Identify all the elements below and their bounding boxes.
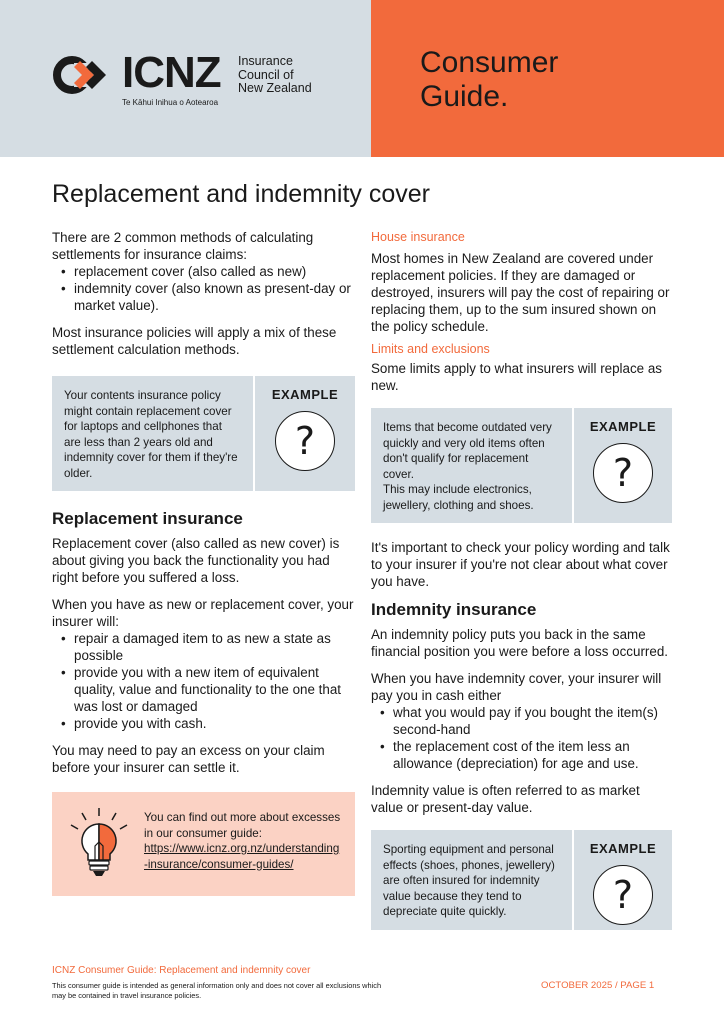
example-label: EXAMPLE [589,841,657,856]
logo-subtitle [238,55,312,96]
right-column [371,229,672,946]
example-text-part: This may include electronics, jewellery, clothing and shoes. [383,483,534,512]
limits-text: Some limits apply to what insurers will replace as new. [371,361,662,393]
list-item: • the replacement cost of the item less an allowance (depreciation) for age and use. [371,738,672,772]
logo-maori-tagline: Te Kāhui Inihua o Aotearoa [122,98,219,107]
indemnity-value-text: Indemnity value is often referred to as market value or present-day value. [371,783,640,815]
list-item: • provide you with a new item of equivalent quality, value and functionality to the one that was lost or damaged [52,664,355,715]
mix-text: Most insurance policies will apply a mix of these settlement calculation methods. [52,325,337,357]
logo-sub-line: New Zealand [238,81,312,95]
example-text: Your contents insurance policy might contain replacement cover for laptops and cellphones that are less than 2 years old and indemnity cover for them if they're older. [52,376,255,491]
header-logo-panel [0,0,371,157]
example-box-contents [52,376,355,491]
list-item: • repair a damaged item to as new a state as possible [52,630,355,664]
consumer-title-line: Guide. [420,80,509,113]
footer-page-number: OCTOBER 2025 / PAGE 1 [541,980,655,991]
tip-text: You can find out more about excesses in our consumer guide: [144,811,341,840]
question-mark-icon: ? [275,411,335,471]
example-badge [574,830,672,930]
house-heading: House insurance [371,230,465,244]
indemnity-intro: An indemnity policy puts you back in the same financial position you were before a loss occurred. [371,627,668,659]
replacement-list [52,630,355,732]
indemnity-will-text: When you have indemnity cover, your insurer will pay you in cash either [371,671,662,703]
replacement-heading: Replacement insurance [52,509,243,528]
logo-wordmark: ICNZ [122,48,221,97]
lightbulb-icon [64,804,134,884]
example-text-part: Items that become outdated very quickly and very old items often don't qualify for replacement cover. [383,421,552,481]
footer-disclaimer: This consumer guide is intended as general information only and does not cover all exclusions which may be contained in travel insurance policies. [52,981,382,1000]
consumer-guides-link[interactable]: https://www.icnz.org.nz/understanding-insurance/consumer-guides/ [144,842,340,871]
footer-title: ICNZ Consumer Guide: Replacement and indemnity cover [52,965,311,976]
example-box-sporting [371,830,672,930]
tip-box [52,792,355,896]
list-item: • indemnity cover (also known as present-day or market value). [52,280,355,314]
icnz-logo [52,48,352,122]
icnz-logo-mark-icon [52,55,120,95]
indemnity-heading: Indemnity insurance [371,600,537,619]
excess-text: You may need to pay an excess on your claim before your insurer can settle it. [52,743,325,775]
example-label: EXAMPLE [271,387,339,402]
logo-sub-line: Insurance [238,54,293,68]
check-policy-text: It's important to check your policy wording and talk to your insurer if you're not clear about what cover you have. [371,540,670,589]
left-column [52,229,355,896]
replacement-intro: Replacement cover (also called as new cover) is about giving you back the functionality you had right before you suffered a loss. [52,536,340,585]
example-badge [574,408,672,523]
tip-content [134,804,343,884]
example-box-outdated [371,408,672,523]
house-text: Most homes in New Zealand are covered under replacement policies. If they are damaged or destroyed, insurers will pay the cost of repairing or replacing them, up to the sum insured shown on the policy schedule. [371,251,670,334]
indemnity-list [371,704,672,772]
question-mark-icon: ? [593,865,653,925]
page-title: Replacement and indemnity cover [52,180,430,208]
example-badge [255,376,355,491]
consumer-guide-title [420,46,558,114]
list-item: • what you would pay if you bought the item(s) second-hand [371,704,672,738]
example-text: Sporting equipment and personal effects (shoes, phones, jewellery) are often insured for indemnity value because they tend to depreciate quite quickly. [371,830,574,930]
intro-list [52,263,355,314]
limits-heading: Limits and exclusions [371,342,490,356]
list-item: • provide you with cash. [52,715,355,732]
intro-text: There are 2 common methods of calculating settlements for insurance claims: [52,230,314,262]
question-mark-icon: ? [593,443,653,503]
logo-sub-line: Council of [238,67,294,82]
example-text [371,408,574,523]
consumer-title-line: Consumer [420,46,559,79]
list-item: • replacement cover (also called as new) [52,263,355,280]
example-label: EXAMPLE [589,419,657,434]
replacement-will-text: When you have as new or replacement cover, your insurer will: [52,597,354,629]
